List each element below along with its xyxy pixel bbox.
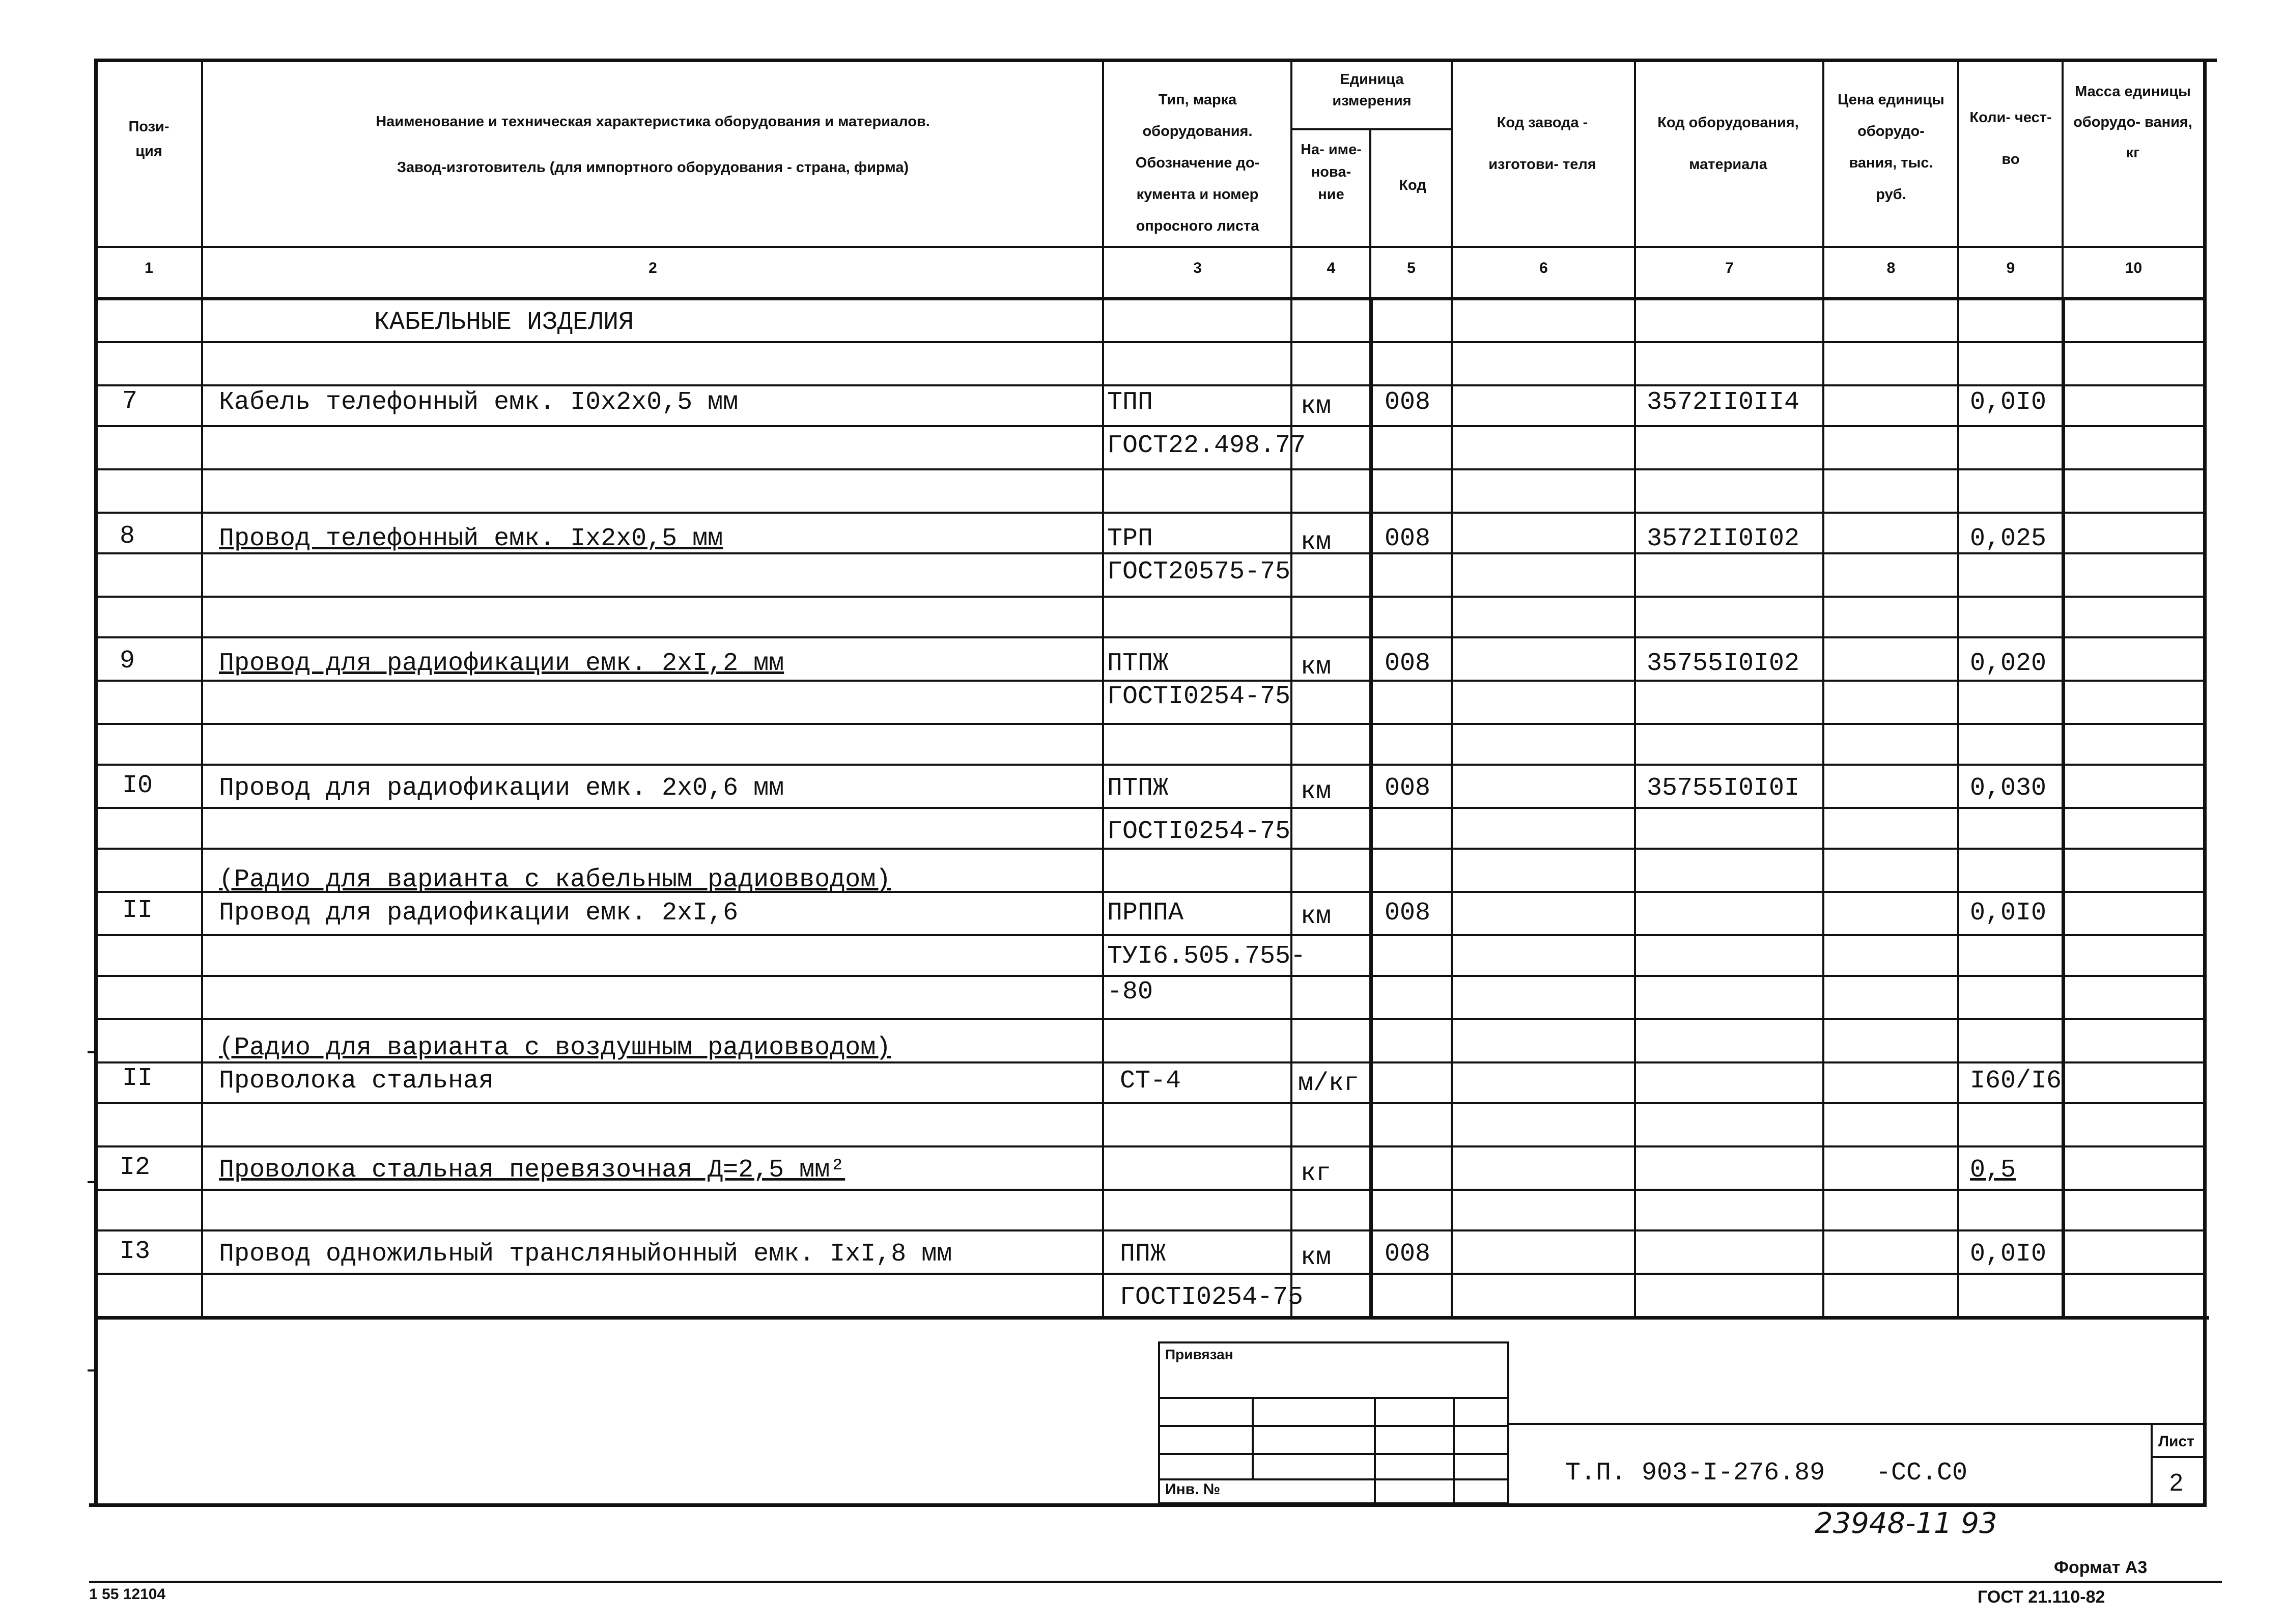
- header-col2-line2: Завод-изготовитель (для импортного оборудования - страна, фирма): [397, 159, 909, 176]
- header-col3: Тип, марка оборудования. Обозначение до- кумента и номер опросного листа: [1135, 92, 1260, 234]
- row-line: [97, 807, 2204, 809]
- row-line: [97, 1018, 2204, 1020]
- row-position: I3: [120, 1237, 151, 1266]
- frame-tick: [88, 1181, 96, 1183]
- gost-label: ГОСТ 21.110-82: [1978, 1587, 2105, 1607]
- col-number: 8: [1886, 260, 1896, 276]
- row-doc: ГОСТ20575-75: [1107, 557, 1291, 586]
- row-line: [97, 680, 2204, 682]
- row-name: Кабель телефонный емк. I0x2x0,5 мм: [219, 388, 739, 417]
- row-line: [97, 425, 2204, 427]
- row-unit: км: [1301, 392, 1332, 421]
- section-title: КАБЕЛЬНЫЕ ИЗДЕЛИЯ: [374, 308, 634, 337]
- table-bottom-border: [97, 1316, 2209, 1320]
- row-line: [97, 975, 2204, 977]
- row-type: ППЖ: [1120, 1240, 1166, 1269]
- row-unit: км: [1301, 528, 1332, 557]
- row-qty: I60/I6: [1970, 1067, 2062, 1096]
- col-line: [1290, 59, 1292, 1319]
- row-position: 9: [120, 647, 135, 676]
- row-unit: м/кг: [1298, 1069, 1360, 1098]
- row-qty: 0,0I0: [1970, 388, 2047, 417]
- row-type: ПТПЖ: [1107, 649, 1169, 678]
- stamp-line: [1160, 1425, 1507, 1427]
- col-line-bold: [1369, 297, 1373, 1319]
- row-unit: км: [1301, 777, 1332, 806]
- stamp-col: [1374, 1397, 1376, 1506]
- row-doc: ГОСТI0254-75: [1107, 682, 1291, 711]
- stamp-line: [1160, 1453, 1507, 1455]
- header-col10: Масса единицы оборудо- вания, кг: [2073, 83, 2192, 161]
- table-right-border: [2203, 59, 2207, 1507]
- header-col8: Цена единицы оборудо- вания, тыс. руб.: [1838, 92, 1944, 203]
- row-position: I0: [122, 771, 153, 800]
- title-block-col: [2151, 1423, 2153, 1504]
- row-qty: 0,030: [1970, 774, 2047, 803]
- row-line: [97, 468, 2204, 470]
- row-code: 008: [1385, 649, 1431, 678]
- row-doc: ГОСТI0254-75: [1107, 817, 1291, 846]
- row-name: Провод для радиофикации емк. 2xI,2 мм: [219, 649, 784, 678]
- row-qty: 0,025: [1970, 524, 2047, 553]
- stamp-privyazan: Привязан: [1165, 1347, 1233, 1362]
- stamp-block: [1158, 1341, 1509, 1504]
- col-line: [1102, 59, 1104, 1319]
- row-unit: км: [1301, 653, 1332, 682]
- row-mat-code: 35755I0I02: [1647, 649, 1800, 678]
- header-col1-text: Пози- ция: [128, 119, 170, 159]
- row-position: 8: [120, 522, 135, 551]
- row-doc: ТУI6.505.755-: [1107, 942, 1306, 971]
- row-type: СТ-4: [1120, 1067, 1181, 1096]
- col-number: 2: [648, 260, 657, 276]
- col-number: 6: [1539, 260, 1548, 276]
- col-number: 5: [1407, 260, 1416, 276]
- stamp-line: [1160, 1478, 1507, 1480]
- row-qty: 0,020: [1970, 649, 2047, 678]
- doc-code: Т.П. 903-I-276.89: [1565, 1459, 1825, 1488]
- col-line: [1822, 59, 1824, 1319]
- header-col7: Код оборудования, материала: [1657, 115, 1799, 173]
- header-col45: Единица измерения: [1332, 71, 1412, 109]
- row-qty: 0,0I0: [1970, 899, 2047, 928]
- header-col5: Код: [1399, 177, 1426, 193]
- col-number: 7: [1725, 260, 1734, 276]
- row-line: [97, 512, 2204, 514]
- row-name: Провод для радиофикации емк. 2xI,6: [219, 899, 739, 928]
- header-col9: Коли- чест- во: [1969, 109, 2052, 167]
- row-position: I2: [120, 1153, 151, 1182]
- row-position: II: [122, 1064, 153, 1093]
- row-note: (Радио для варианта с кабельным радиовводом): [219, 865, 891, 894]
- row-line: [97, 934, 2204, 936]
- col-line: [1451, 59, 1453, 1319]
- handwritten-number: 23948-11 93: [1815, 1507, 1997, 1540]
- col-number: 4: [1327, 260, 1336, 276]
- header-col6: Код завода - изготови- теля: [1488, 115, 1596, 173]
- row-name: Проволока стальная перевязочная Д=2,5 мм²: [219, 1156, 845, 1185]
- doc-suffix: -СС.С0: [1876, 1459, 1968, 1488]
- header-col2-line1: Наименование и техническая характеристика оборудования и материалов.: [376, 114, 930, 130]
- row-type: ПТПЖ: [1107, 774, 1169, 803]
- row-name: Провод одножильный трансляныйонный емк. IxI,8 мм: [219, 1240, 952, 1269]
- frame-tick: [88, 1051, 96, 1053]
- row-unit: км: [1301, 902, 1332, 931]
- frame-tick: [88, 1369, 96, 1371]
- table-top-border: [94, 59, 2217, 62]
- row-line: [97, 1145, 2204, 1147]
- row-line: [97, 341, 2204, 343]
- row-mat-code: 3572II0I02: [1647, 524, 1800, 553]
- row-type: ПРППА: [1107, 899, 1184, 928]
- row-code: 008: [1385, 774, 1431, 803]
- row-doc: ГОСТI0254-75: [1120, 1283, 1304, 1312]
- row-line: [97, 1229, 2204, 1231]
- row-doc: ГОСТ22.498.77: [1107, 431, 1306, 460]
- col-line: [1634, 59, 1636, 1319]
- row-type: ТРП: [1107, 524, 1153, 553]
- colnum-divider: [94, 297, 2207, 300]
- header-col4: На- име- нова- ние: [1301, 142, 1362, 203]
- title-block-line: [1509, 1423, 2207, 1425]
- row-line: [97, 636, 2204, 638]
- frame-bottom-border: [89, 1503, 2207, 1507]
- col-number: 10: [2125, 260, 2142, 276]
- row-mat-code: 35755I0I0I: [1647, 774, 1800, 803]
- row-unit: кг: [1301, 1159, 1332, 1188]
- col-line: [201, 59, 203, 1319]
- col-line: [1957, 59, 1959, 1319]
- row-type: ТПП: [1107, 388, 1153, 417]
- col-number: 3: [1193, 260, 1202, 276]
- header-col1: [97, 115, 201, 163]
- sheet-number: 2: [2169, 1469, 2183, 1496]
- row-position: II: [122, 896, 153, 925]
- sheet-label: Лист: [2158, 1433, 2194, 1450]
- row-line: [97, 723, 2204, 725]
- stamp-col: [1252, 1397, 1254, 1478]
- col-line: [1369, 128, 1371, 300]
- row-qty: 0,0I0: [1970, 1240, 2047, 1269]
- row-note: (Радио для варианта с воздушным радиовводом): [219, 1033, 891, 1062]
- row-name: Провод телефонный емк. Ix2x0,5 мм: [219, 524, 723, 553]
- footer-rule: [89, 1581, 2222, 1583]
- row-doc-cont: -80: [1107, 977, 1153, 1006]
- row-code: 008: [1385, 388, 1431, 417]
- stamp-inv: Инв. №: [1165, 1481, 1221, 1498]
- col-line-bold: [2062, 297, 2065, 1319]
- format-label: Формат А3: [2054, 1558, 2148, 1577]
- row-line: [97, 596, 2204, 598]
- row-qty: 0,5: [1970, 1156, 2016, 1185]
- title-block-line: [2151, 1456, 2207, 1458]
- col-number: 1: [145, 260, 153, 276]
- row-unit: км: [1301, 1243, 1332, 1272]
- header-divider: [94, 246, 2207, 248]
- row-line: [97, 1189, 2204, 1191]
- row-position: 7: [122, 387, 138, 416]
- row-name: Провод для радиофикации емк. 2x0,6 мм: [219, 774, 784, 803]
- row-line: [97, 764, 2204, 766]
- col-number: 9: [2006, 260, 2015, 276]
- row-line: [97, 384, 2204, 386]
- row-code: 008: [1385, 899, 1431, 928]
- row-name: Проволока стальная: [219, 1067, 494, 1096]
- row-code: 008: [1385, 1240, 1431, 1269]
- stamp-line: [1160, 1397, 1507, 1399]
- row-line: [97, 848, 2204, 850]
- row-line: [97, 1102, 2204, 1104]
- row-mat-code: 3572II0II4: [1647, 388, 1800, 417]
- row-line: [97, 1273, 2204, 1275]
- print-code: 1 55 12104: [89, 1586, 166, 1603]
- row-code: 008: [1385, 524, 1431, 553]
- stamp-col: [1453, 1397, 1455, 1506]
